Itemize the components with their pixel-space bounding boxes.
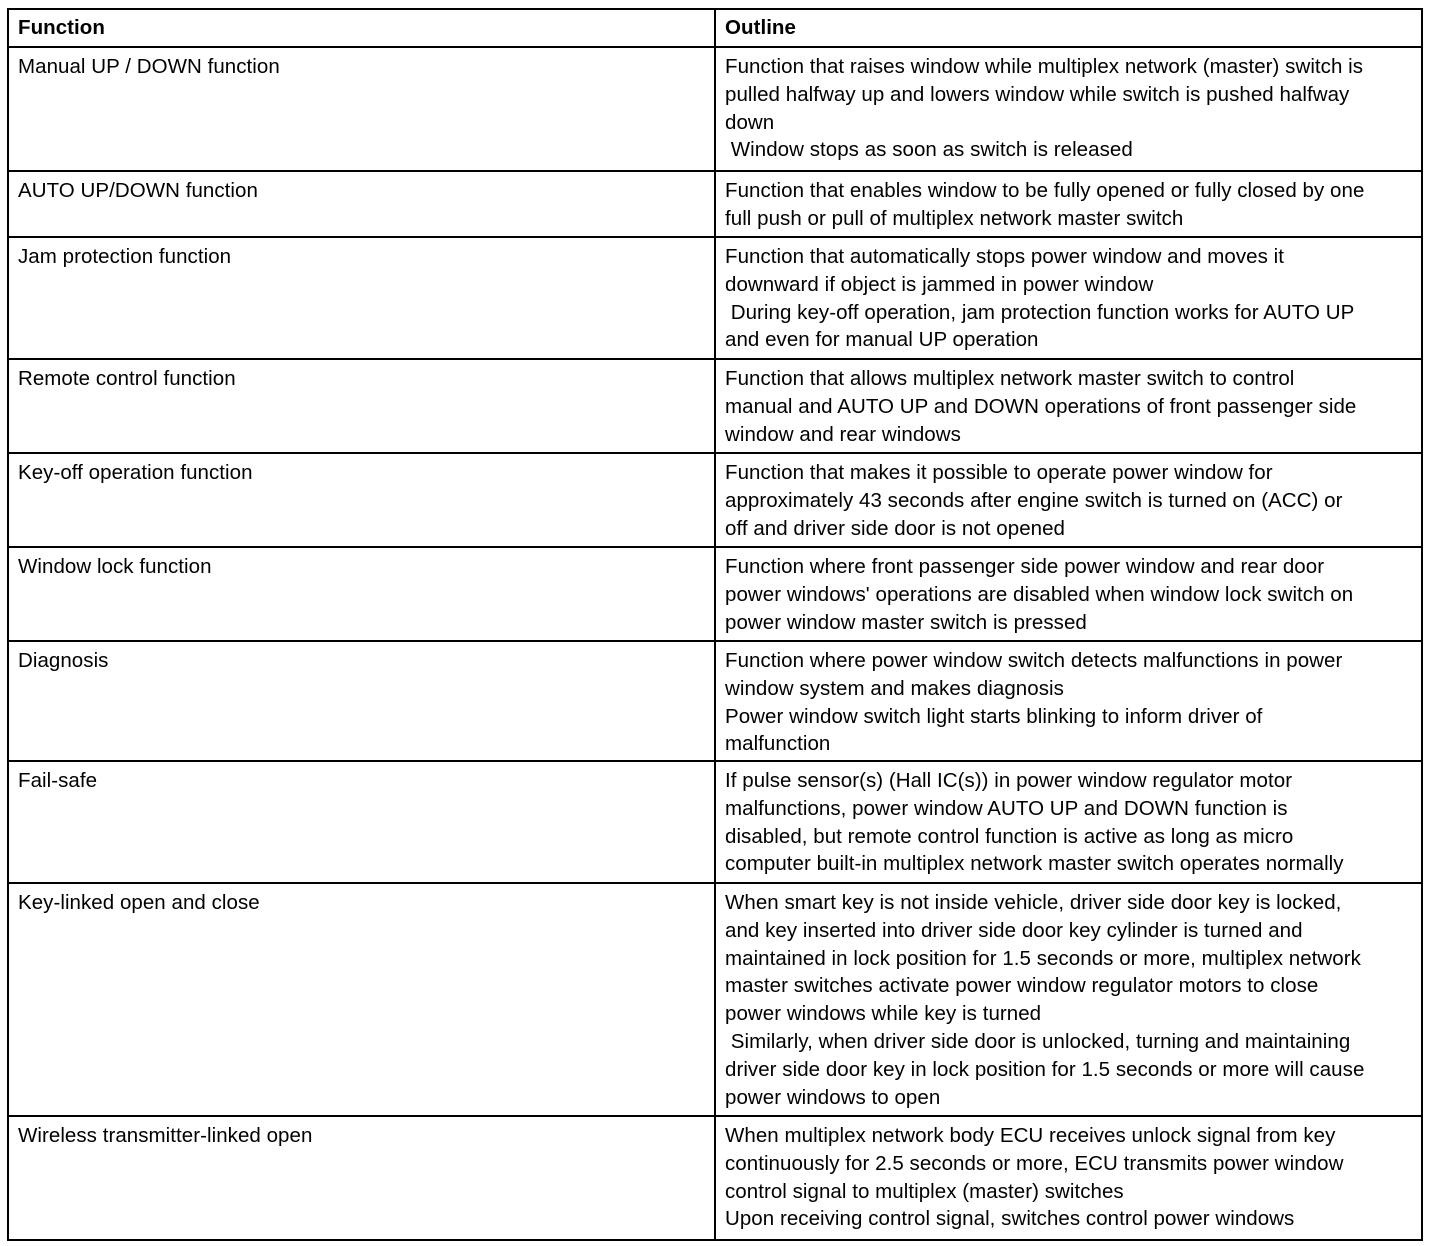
outline-line: and key inserted into driver side door key cylinder is turned and xyxy=(725,918,1303,942)
outline-cell xyxy=(716,360,1421,452)
outline-line: Function that automatically stops power window and moves it xyxy=(725,245,1285,268)
outline-cell xyxy=(716,884,1421,1115)
outline-line: control signal to multiplex (master) switches xyxy=(725,1179,1124,1203)
table-row xyxy=(9,546,1421,640)
function-cell: Key-linked open and close xyxy=(9,884,716,1115)
function-cell: Jam protection function xyxy=(9,238,716,358)
function-cell: Wireless transmitter-linked open xyxy=(9,1117,716,1239)
header-outline: Outline xyxy=(725,16,796,39)
function-cell: Remote control function xyxy=(9,360,716,452)
outline-line: maintained in lock position for 1.5 seconds or more, multiplex network xyxy=(725,946,1361,970)
outline-line: full push or pull of multiplex network master switch xyxy=(725,206,1184,230)
function-cell: Diagnosis xyxy=(9,642,716,760)
outline-line: When smart key is not inside vehicle, driver side door key is locked, xyxy=(725,891,1342,914)
table-body xyxy=(9,48,1421,1239)
outline-line: Function that allows multiplex network master switch to control xyxy=(725,367,1295,390)
outline-line: During key-off operation, jam protection function works for AUTO UP xyxy=(725,300,1355,324)
outline-line: off and driver side door is not opened xyxy=(725,516,1065,540)
function-cell: Manual UP / DOWN function xyxy=(9,48,716,170)
table-header-row xyxy=(9,10,1421,48)
outline-cell xyxy=(716,172,1421,236)
outline-line: manual and AUTO UP and DOWN operations of front passenger side xyxy=(725,394,1357,418)
table-row xyxy=(9,640,1421,760)
outline-line: power windows' operations are disabled when window lock switch on xyxy=(725,582,1354,606)
outline-line: Upon receiving control signal, switches control power windows xyxy=(725,1207,1295,1231)
table-row xyxy=(9,236,1421,358)
table-row xyxy=(9,882,1421,1115)
table-row xyxy=(9,358,1421,452)
outline-line: Similarly, when driver side door is unlocked, turning and maintaining xyxy=(725,1029,1351,1053)
outline-line: malfunctions, power window AUTO UP and DOWN function is xyxy=(725,796,1288,820)
table-row xyxy=(9,170,1421,236)
outline-line: Function that raises window while multiplex network (master) switch is xyxy=(725,55,1364,78)
outline-line: and even for manual UP operation xyxy=(725,328,1039,352)
outline-line: down xyxy=(725,110,775,134)
table-row xyxy=(9,48,1421,170)
outline-cell xyxy=(716,548,1421,640)
outline-line: Function where power window switch detects malfunctions in power xyxy=(725,649,1343,672)
outline-line: disabled, but remote control function is active as long as micro xyxy=(725,824,1294,848)
outline-cell xyxy=(716,642,1421,760)
outline-cell xyxy=(716,1117,1421,1239)
outline-line: driver side door key in lock position for 1.5 seconds or more will cause xyxy=(725,1057,1365,1081)
outline-cell xyxy=(716,454,1421,546)
outline-line: power windows to open xyxy=(725,1085,941,1109)
outline-cell xyxy=(716,48,1421,170)
outline-line: power window master switch is pressed xyxy=(725,610,1087,634)
outline-line: Power window switch light starts blinking to inform driver of xyxy=(725,704,1263,728)
outline-line: If pulse sensor(s) (Hall IC(s)) in power window regulator motor xyxy=(725,769,1293,792)
outline-line: approximately 43 seconds after engine switch is turned on (ACC) or xyxy=(725,488,1343,512)
outline-line: window system and makes diagnosis xyxy=(725,676,1064,700)
outline-line: Function where front passenger side power window and rear door xyxy=(725,555,1325,578)
outline-line: computer built-in multiplex network master switch operates normally xyxy=(725,852,1344,876)
table-row xyxy=(9,760,1421,882)
outline-line: Function that enables window to be fully opened or fully closed by one xyxy=(725,179,1365,202)
outline-line: downward if object is jammed in power window xyxy=(725,272,1154,296)
outline-line: When multiplex network body ECU receives unlock signal from key xyxy=(725,1124,1336,1147)
outline-cell xyxy=(716,762,1421,882)
outline-line: power windows while key is turned xyxy=(725,1002,1042,1026)
outline-line: continuously for 2.5 seconds or more, ECU transmits power window xyxy=(725,1151,1344,1175)
outline-line: window and rear windows xyxy=(725,422,961,446)
outline-line: Function that makes it possible to operate power window for xyxy=(725,461,1273,484)
table-row xyxy=(9,452,1421,546)
outline-line: master switches activate power window regulator motors to close xyxy=(725,974,1319,998)
outline-line: malfunction xyxy=(725,732,831,756)
outline-cell xyxy=(716,238,1421,358)
function-cell: AUTO UP/DOWN function xyxy=(9,172,716,236)
outline-line: pulled halfway up and lowers window while switch is pushed halfway xyxy=(725,82,1350,106)
outline-line: Window stops as soon as switch is released xyxy=(725,138,1133,162)
function-cell: Key-off operation function xyxy=(9,454,716,546)
table-row xyxy=(9,1115,1421,1239)
function-outline-table xyxy=(7,8,1423,1241)
function-cell: Window lock function xyxy=(9,548,716,640)
function-cell: Fail-safe xyxy=(9,762,716,882)
header-function: Function xyxy=(9,10,716,46)
